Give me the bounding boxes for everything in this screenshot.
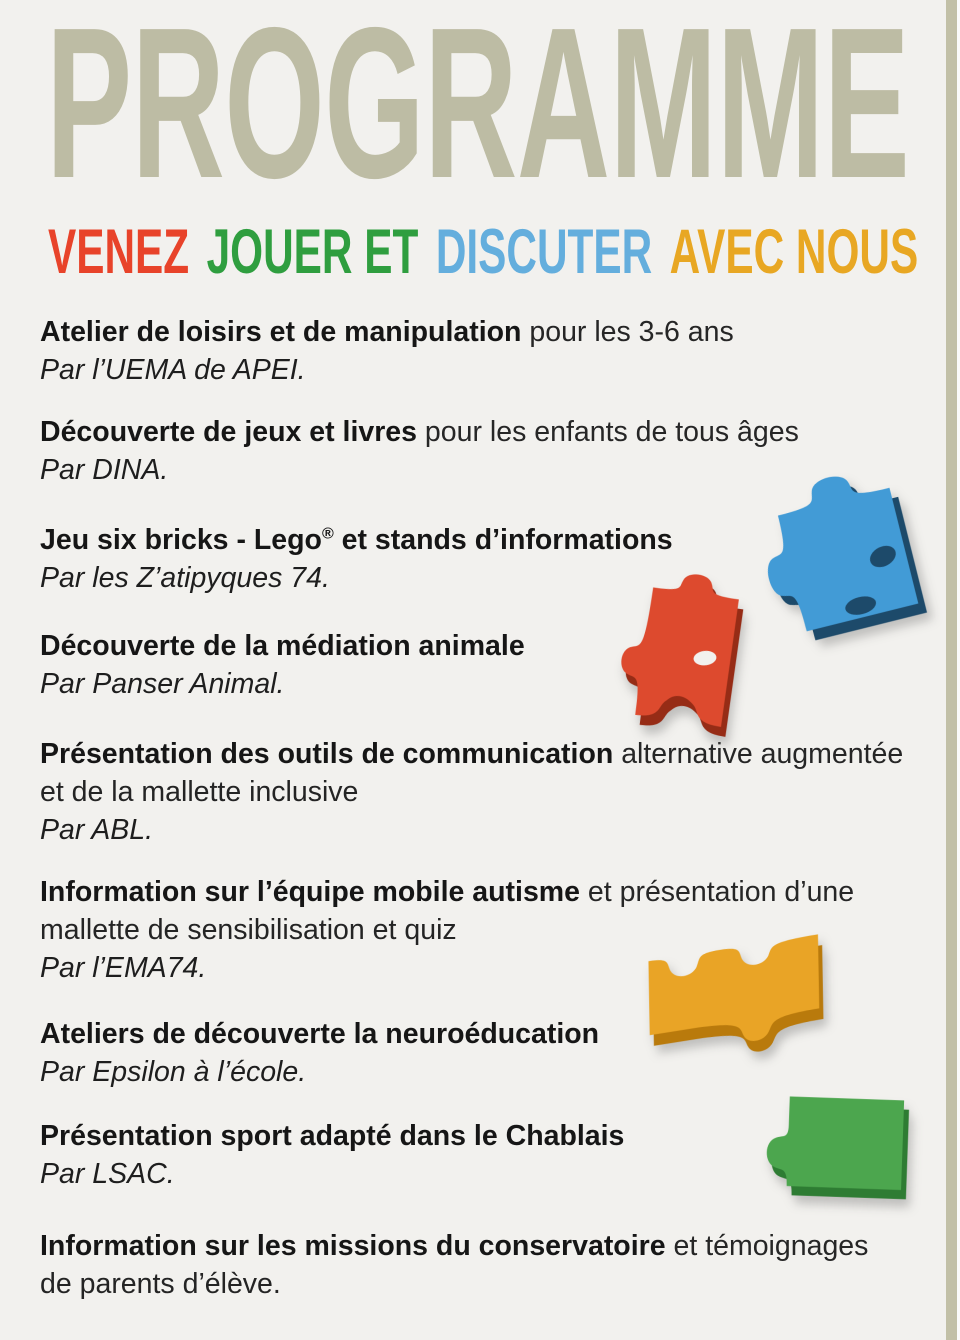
item-heading: Information sur l’équipe mobile autisme et présentation d’une — [40, 876, 855, 908]
item-heading-line2: mallette de sensibilisation et quiz — [40, 914, 457, 946]
item-heading: Présentation sport adapté dans le Chablais — [40, 1120, 625, 1152]
item-heading: Découverte de la médiation animale — [40, 630, 525, 662]
subtitle-word-jouer-et: JOUER ET — [206, 217, 419, 287]
program-item — [40, 313, 940, 389]
item-heading: Jeu six bricks - Lego® et stands d’informations — [40, 524, 673, 556]
item-heading: Atelier de loisirs et de manipulation pour les 3-6 ans — [40, 316, 734, 348]
puzzle-piece-red-icon — [601, 556, 774, 750]
page-edge-strip — [946, 0, 957, 1340]
item-heading-line2: de parents d’élève. — [40, 1268, 281, 1300]
subtitle-word-venez: VENEZ — [48, 217, 190, 287]
puzzle-piece-green-icon — [757, 1087, 917, 1204]
item-heading: Découverte de jeux et livres pour les enfants de tous âges — [40, 416, 799, 448]
item-heading: Information sur les missions du conservatoire et témoignages — [40, 1230, 869, 1262]
program-item — [40, 735, 940, 849]
item-presenter: Par LSAC. — [40, 1158, 175, 1190]
item-heading: Présentation des outils de communication alternative augmentée — [40, 738, 904, 770]
item-heading-line2: et de la mallette inclusive — [40, 776, 359, 808]
item-presenter: Par les Z’atipyques 74. — [40, 562, 330, 594]
subtitle-word-discuter: DISCUTER — [435, 217, 653, 287]
poster-title: PROGRAMME — [46, 0, 910, 223]
item-presenter: Par Epsilon à l’école. — [40, 1056, 307, 1088]
subtitle-word-avec-nous: AVEC NOUS — [669, 217, 919, 287]
item-presenter: Par Panser Animal. — [40, 668, 285, 700]
item-presenter: Par DINA. — [40, 454, 169, 486]
item-heading: Ateliers de découverte la neuroéducation — [40, 1018, 600, 1050]
item-presenter: Par l’UEMA de APEI. — [40, 354, 306, 386]
program-item — [40, 1227, 940, 1303]
item-presenter: Par l’EMA74. — [40, 952, 207, 984]
item-presenter: Par ABL. — [40, 814, 153, 846]
registered-trademark-icon: ® — [321, 525, 334, 543]
poster-subtitle — [48, 217, 919, 287]
